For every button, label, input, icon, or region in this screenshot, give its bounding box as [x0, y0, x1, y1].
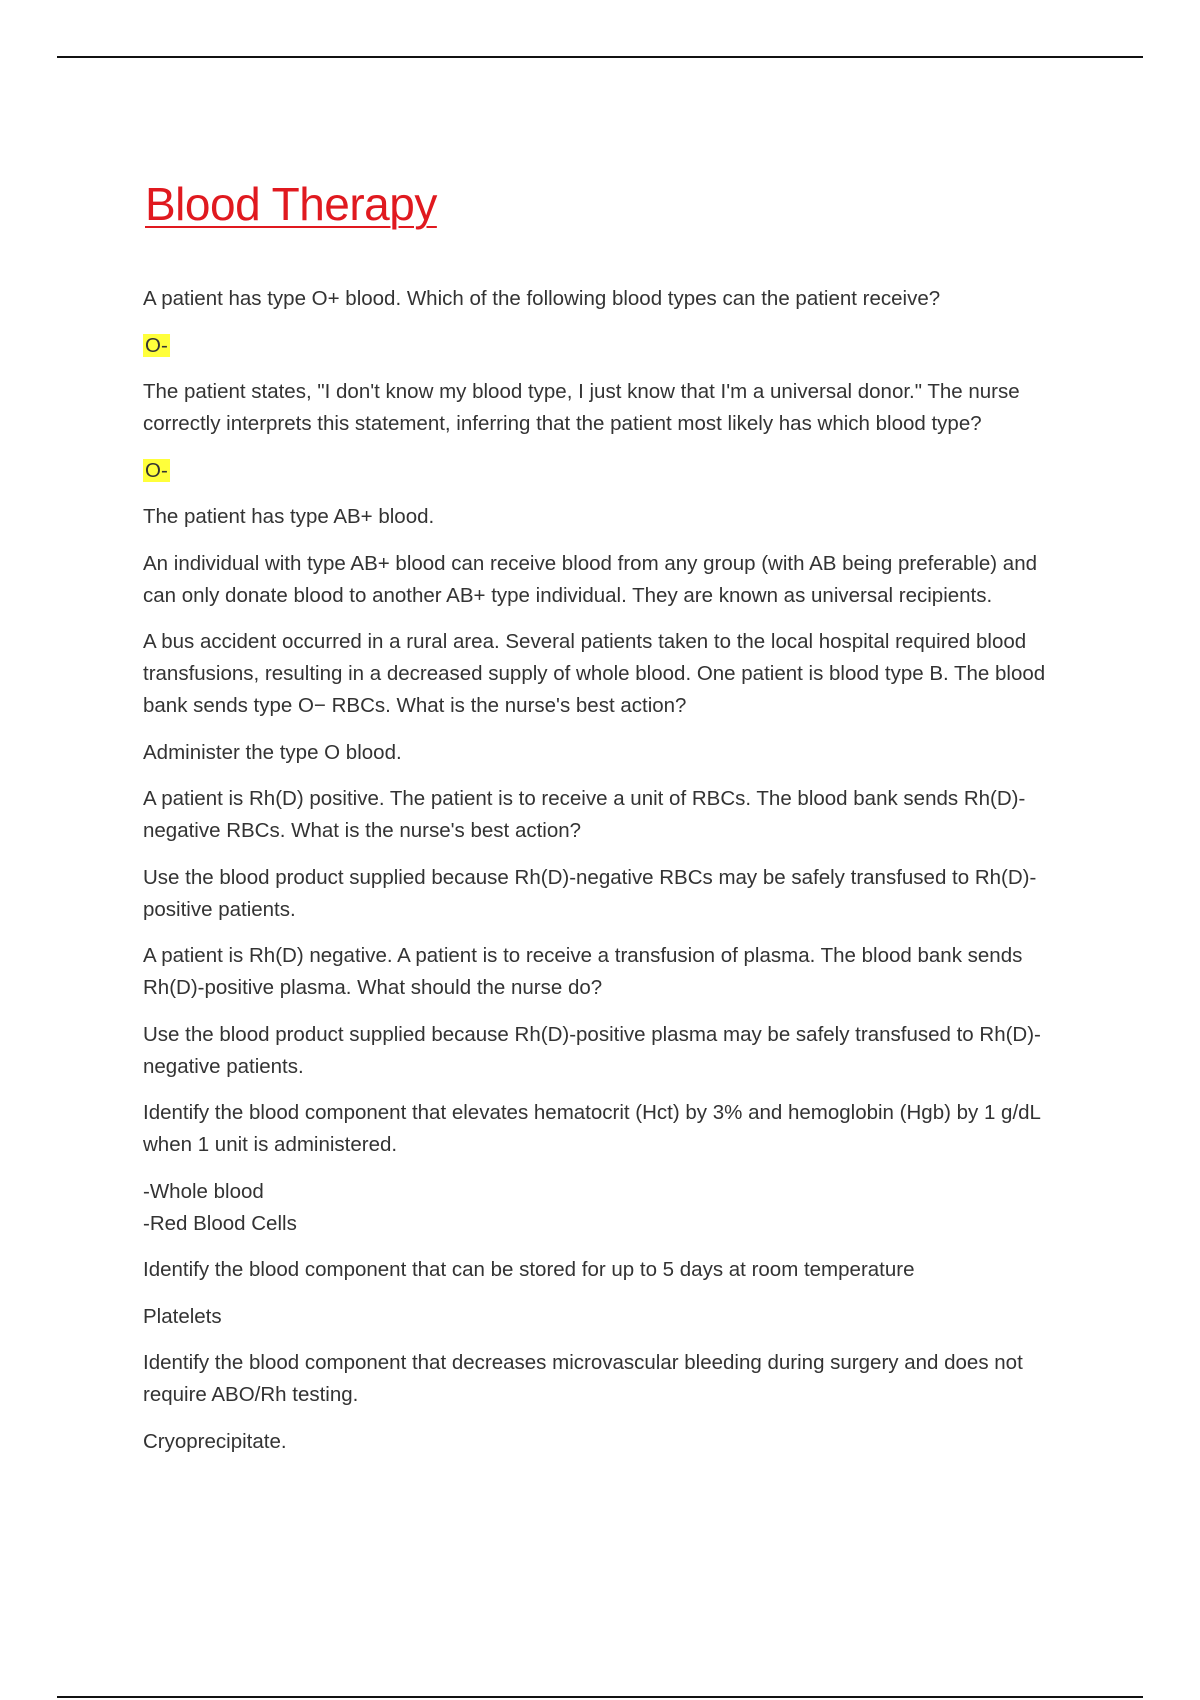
paragraph: Identify the blood component that can be stored for up to 5 days at room temperature — [143, 1258, 915, 1281]
paragraph: A patient has type O+ blood. Which of the following blood types can the patient receive? — [143, 287, 941, 310]
document-title: Blood Therapy — [145, 178, 437, 230]
paragraph: Identify the blood component that decreases microvascular bleeding during surgery and does not require ABO/Rh testing. — [143, 1351, 1023, 1406]
header-rule — [57, 56, 1143, 58]
paragraph: A patient is Rh(D) positive. The patient is to receive a unit of RBCs. The blood bank sends Rh(D)-negative RBCs. What is the nurse's best action? — [143, 787, 1026, 842]
paragraph: A bus accident occurred in a rural area. Several patients taken to the local hospital required blood transfusions, resulting in a decreased supply of whole blood. One patient is blood type B. The blood bank sends type O− RBCs. What is the nurse's best action? — [143, 630, 1046, 717]
footer-rule — [57, 1696, 1143, 1698]
highlighted-answer — [143, 455, 1073, 487]
paragraph: Platelets — [143, 1304, 222, 1328]
answer-list — [143, 1176, 1073, 1240]
paragraph: Use the blood product supplied because Rh(D)-positive plasma may be safely transfused to Rh(D)-negative patients. — [143, 1022, 1041, 1078]
document-body — [143, 283, 1073, 1472]
answer-highlight: O- — [145, 333, 168, 357]
paragraph: The patient states, "I don't know my blood type, I just know that I'm a universal donor." The nurse correctly interprets this statement, inferring that the patient most likely has which blood type? — [143, 380, 1020, 435]
answer-list-item: -Whole blood — [143, 1179, 264, 1203]
paragraph: Use the blood product supplied because Rh(D)-negative RBCs may be safely transfused to Rh(D)-positive patients. — [143, 865, 1037, 921]
highlighted-answer — [143, 330, 1073, 362]
paragraph: An individual with type AB+ blood can receive blood from any group (with AB being preferable) and can only donate blood to another AB+ type individual. They are known as universal recipients. — [143, 551, 1038, 607]
paragraph: Identify the blood component that elevates hematocrit (Hct) by 3% and hemoglobin (Hgb) by 1 g/dL when 1 unit is administered. — [143, 1101, 1041, 1156]
paragraph: Cryoprecipitate. — [143, 1429, 287, 1453]
paragraph: The patient has type AB+ blood. — [143, 505, 435, 528]
answer-list-item: -Red Blood Cells — [143, 1211, 297, 1235]
paragraph: Administer the type O blood. — [143, 740, 402, 764]
answer-highlight: O- — [145, 458, 168, 482]
paragraph: A patient is Rh(D) negative. A patient is to receive a transfusion of plasma. The blood bank sends Rh(D)-positive plasma. What should the nurse do? — [143, 944, 1023, 999]
